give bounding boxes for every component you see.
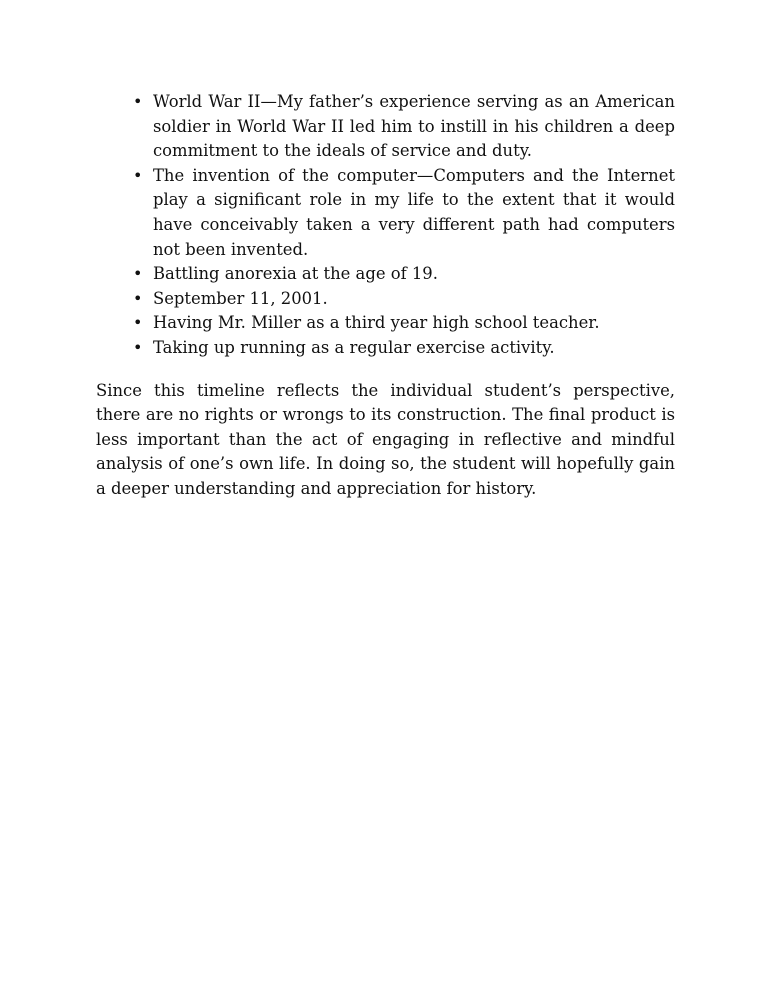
list-item-invention-of-computer: • The invention of the computer—Computers and the Internet play a significant role in my life to the extent that it would have conceivably taken a very different path had computers not been invented.: [153, 164, 675, 262]
document-page: [96, 90, 675, 502]
list-item-running: • Taking up running as a regular exercise activity.: [153, 336, 675, 361]
body-paragraph: Since this timeline reflects the individual student’s perspective, there are no rights or wrongs to its construction. The final product is less important than the act of engaging in reflective and mindful analysis of one’s own life. In doing so, the student will hopefully gain a deeper understanding and appreciation for history.: [96, 380, 675, 498]
list-item-september-11: • September 11, 2001.: [153, 287, 675, 312]
list-item-mr-miller: • Having Mr. Miller as a third year high school teacher.: [153, 311, 675, 336]
timeline-event-list: [96, 90, 675, 361]
list-item-anorexia: • Battling anorexia at the age of 19.: [153, 262, 675, 287]
list-item-world-war-ii: • World War II—My father’s experience serving as an American soldier in World War II led him to instill in his children a deep commitment to the ideals of service and duty.: [153, 90, 675, 164]
